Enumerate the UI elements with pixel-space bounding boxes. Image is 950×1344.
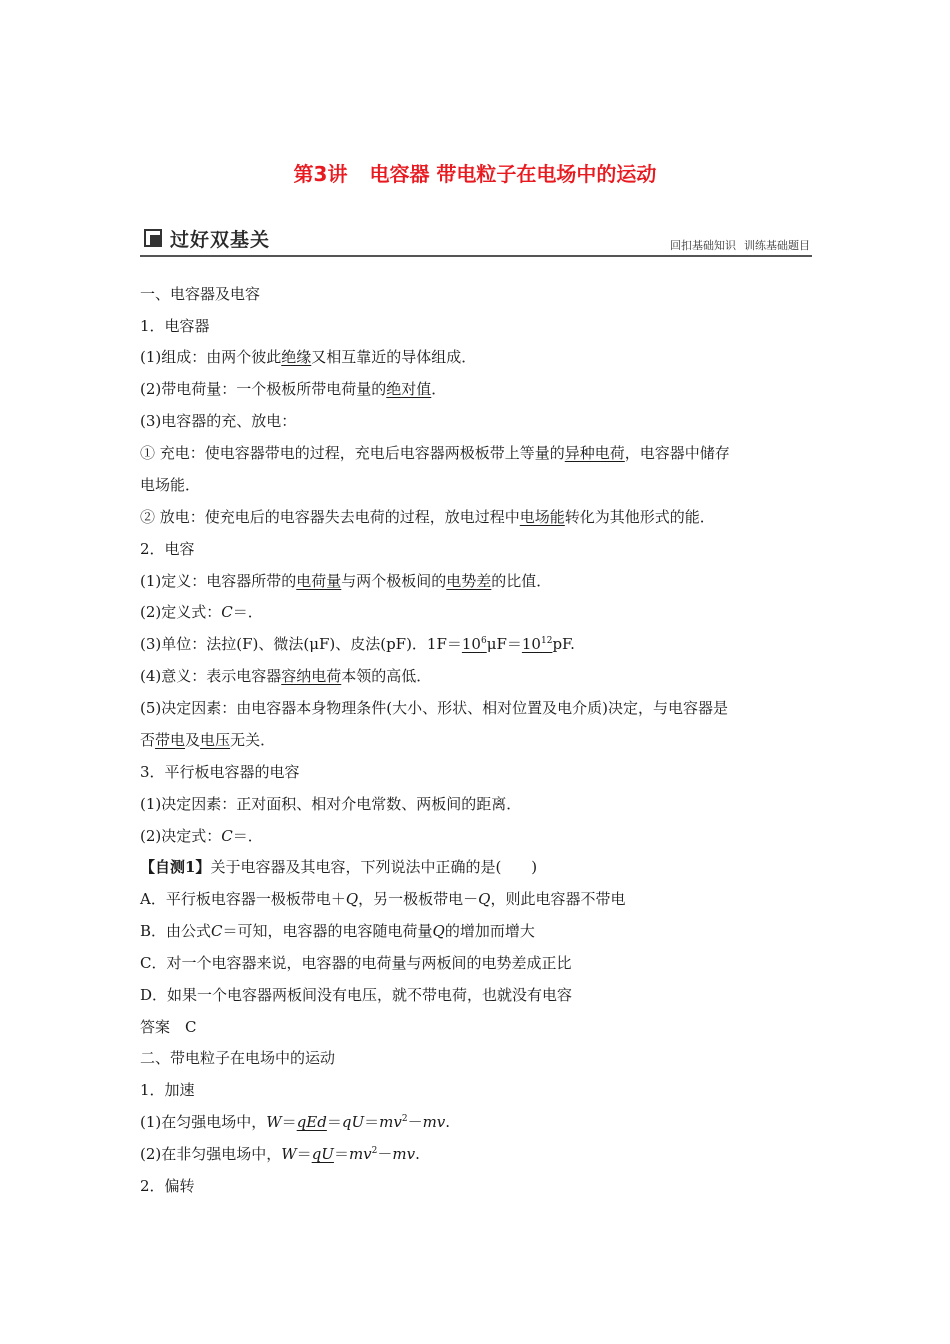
text-line: (1)定义：电容器所带的电荷量与两个极板间的电势差的比值． [140,572,552,590]
lecture-topic: 电容器 带电粒子在电场中的运动 [369,162,657,186]
fill-answer: qU [311,1145,334,1163]
banner-sub-1: 回扣基础知识 [670,239,736,252]
fill-answer: 电压 [200,731,231,749]
fill-answer: 容纳电荷 [281,667,342,685]
quiz-tag: 【自测1】 [140,858,211,876]
fill-answer: qEd [296,1113,327,1131]
banner-sub-2: 训练基础题目 [744,239,810,252]
fill-answer: 异种电荷 [564,444,625,462]
text-line: (4)意义：表示电容器容纳电荷本领的高低． [140,667,432,685]
quiz-option-d: D．如果一个电容器两板间没有电压，就不带电荷，也就没有电容 [140,986,573,1004]
text-line: (2)决定式：C＝． [140,827,263,845]
text-line: (1)决定因素：正对面积、相对介电常数、两板间的距离． [140,795,522,813]
section-heading: 一、电容器及电容 [140,285,261,303]
text-line: 否带电及电压无关． [140,731,276,749]
subheading: 3．平行板电容器的电容 [140,763,300,781]
text-line: (2)定义式：C＝． [140,603,263,621]
text-line: 电场能． [140,476,201,494]
subheading: 2．偏转 [140,1177,195,1195]
fill-answer: 带电 [155,731,186,749]
quiz-option-b: B．由公式C＝可知，电容器的电容随电荷量Q的增加而增大 [140,922,535,940]
quiz-option-c: C．对一个电容器来说，电容器的电荷量与两板间的电势差成正比 [140,954,572,972]
text-line: (1)组成：由两个彼此绝缘又相互靠近的导体组成． [140,348,477,366]
quiz-answer: 答案 C [140,1018,197,1036]
text-line: (1)在匀强电场中，$W=qEd=qU=mv^2-mv$. [140,1113,451,1131]
fill-answer: 电势差 [446,572,492,590]
fill-answer: 电荷量 [296,572,342,590]
quiz-option-a: A．平行板电容器一极板带电＋Q，另一极板带电－Q，则此电容器不带电 [140,890,626,908]
section-icon [144,229,162,247]
banner-title: 过好双基关 [170,229,271,251]
fill-answer: $10^{12}$ [521,635,553,653]
text-line: (3)单位：法拉(F)、微法(μF)、皮法(pF)．$1F=10^6\mu F=10^{12}pF$. [140,635,575,653]
text-line: (5)决定因素：由电容器本身物理条件(大小、形状、相对位置及电介质)决定，与电容器是 [140,699,728,717]
fill-answer: 电场能 [519,508,565,526]
fill-answer: $10^6$ [461,635,487,653]
text-line: ① 充电：使电容器带电的过程，充电后电容器两极板带上等量的异种电荷，电容器中储存 [140,444,730,462]
section-banner [140,225,812,257]
fill-answer: 绝对值 [386,380,432,398]
banner-subtitle [670,237,810,253]
page-title [0,158,950,187]
subheading: 2．电容 [140,540,195,558]
fill-answer: 绝缘 [281,348,312,366]
lecture-number: 第3讲 [293,162,348,186]
text-line: ② 放电：使充电后的电容器失去电荷的过程，放电过程中电场能转化为其他形式的能． [140,508,715,526]
text-line: (3)电容器的充、放电： [140,412,297,430]
subheading: 1．电容器 [140,317,210,335]
quiz-stem: 【自测1】关于电容器及其电容，下列说法中正确的是( ) [140,858,538,876]
text-line: (2)带电荷量：一个极板所带电荷量的绝对值． [140,380,447,398]
text-line: (2)在非匀强电场中，$W=qU=mv^2-mv$. [140,1145,420,1163]
section-heading: 二、带电粒子在电场中的运动 [140,1049,336,1067]
subheading: 1．加速 [140,1081,195,1099]
